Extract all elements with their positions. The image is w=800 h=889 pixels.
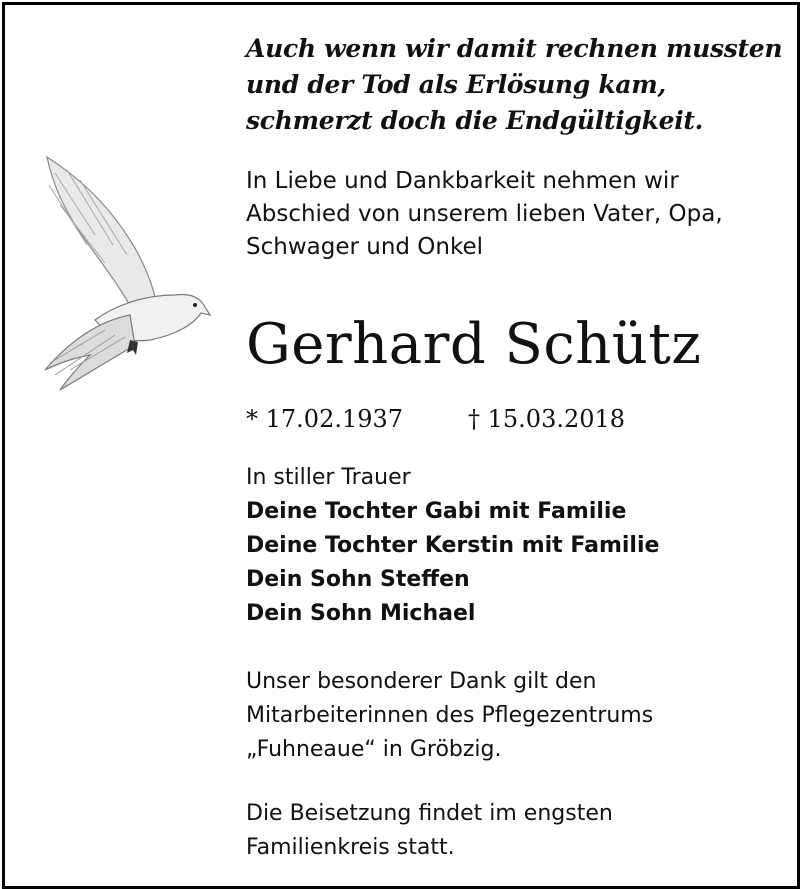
mourning-label: In stiller Trauer [246, 465, 411, 490]
motto-line: schmerzt doch die Endgültigkeit. [246, 106, 704, 135]
intro-line: In Liebe und Dankbarkeit nehmen wir [246, 168, 679, 194]
mourner-item: Deine Tochter Gabi mit Familie [246, 499, 627, 524]
life-dates [246, 401, 626, 437]
intro-line: Abschied von unserem lieben Vater, Opa, [246, 201, 723, 227]
mourner-item: Dein Sohn Michael [246, 601, 476, 626]
funeral-note [246, 797, 613, 865]
funeral-line: Die Beisetzung findet im engsten [246, 801, 613, 826]
dove-icon [35, 145, 215, 395]
intro-line: Schwager und Onkel [246, 234, 484, 260]
mourner-item: Dein Sohn Steffen [246, 567, 470, 592]
motto-line: Auch wenn wir damit rechnen mussten [246, 34, 783, 63]
birth-date: * 17.02.1937 [246, 405, 404, 433]
mourner-item: Deine Tochter Kerstin mit Familie [246, 533, 660, 558]
motto-line: und der Tod als Erlösung kam, [246, 70, 666, 99]
deceased-name: Gerhard Schütz [246, 312, 702, 377]
thanks-line: „Fuhneaue“ in Gröbzig. [246, 737, 502, 762]
obituary-frame [2, 2, 800, 889]
thanks-note [246, 665, 653, 767]
funeral-line: Familienkreis statt. [246, 835, 455, 860]
death-date: † 15.03.2018 [468, 405, 626, 433]
mourner-list [246, 495, 659, 631]
motto-verse [246, 31, 782, 139]
intro-text [246, 165, 723, 264]
thanks-line: Mitarbeiterinnen des Pflegezentrums [246, 703, 654, 728]
thanks-line: Unser besonderer Dank gilt den [246, 669, 597, 694]
